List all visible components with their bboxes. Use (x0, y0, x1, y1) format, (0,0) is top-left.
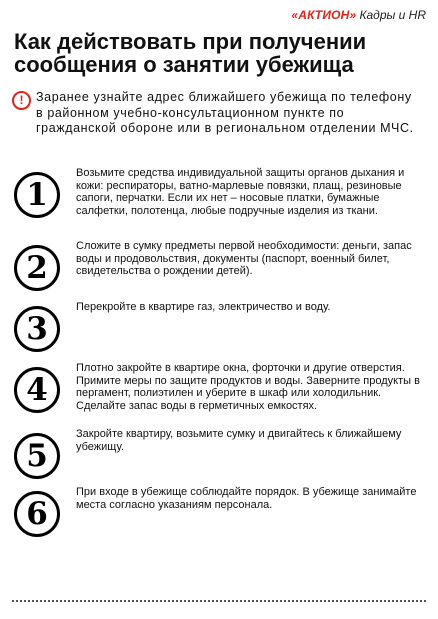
step-text-5: Закройте квартиру, возьмите сумку и двигайтесь к ближайшему убежищу. (76, 428, 402, 453)
intro-note (12, 90, 422, 137)
brand-subtitle: Кадры и HR (359, 8, 426, 22)
step-text-2: Сложите в сумку предметы первой необходимости: деньги, запас воды и продовольствия, документы (паспорт, военный билет, свидетельства о рождении детей). (76, 240, 412, 278)
brand-logo-text: «АКТИОН» (291, 8, 357, 22)
step-1 (14, 166, 424, 218)
step-text-1: Возьмите средства индивидуальной защиты органов дыхания и кожи: респираторы, ватно-марлевые повязки, плащ, резиновые сапоги, перчатки. Если их нет – носовые платки, бумажные салфетки, полотенца, любые подручные изделия из ткани. (76, 167, 405, 217)
intro-text: Заранее узнайте адрес ближайшего убежища по телефону в районном учебно-консультационном пункте по гражданской обороне или в региональном отделении МЧС. (36, 90, 414, 135)
step-text-6: При входе в убежище соблюдайте порядок. В убежище занимайте места согласно указаниям персонала. (76, 486, 417, 511)
step-5 (14, 427, 424, 479)
page-title: Как действовать при получении сообщения о занятии убежища (14, 29, 367, 77)
step-6 (14, 485, 424, 537)
brand-logo (291, 8, 426, 22)
step-text-4: Плотно закройте в квартире окна, форточки и другие отверстия. Примите меры по защите продуктов и воды. Заверните продукты в пергамент, полиэтилен и уберите в шкаф или холодильник. Сделайте запас воды в герметичных емкостях. (76, 362, 420, 412)
step-3 (14, 300, 424, 352)
warning-icon: ! (12, 91, 31, 110)
bottom-divider (12, 600, 426, 602)
step-4 (14, 361, 424, 413)
step-text-3: Перекройте в квартире газ, электричество и воду. (76, 301, 331, 313)
step-2 (14, 239, 424, 291)
step-number-1: 1 (14, 172, 60, 218)
step-number-5: 5 (14, 433, 60, 479)
step-number-3: 3 (14, 306, 60, 352)
step-number-2: 2 (14, 245, 60, 291)
step-number-4: 4 (14, 367, 60, 413)
step-number-6: 6 (14, 491, 60, 537)
